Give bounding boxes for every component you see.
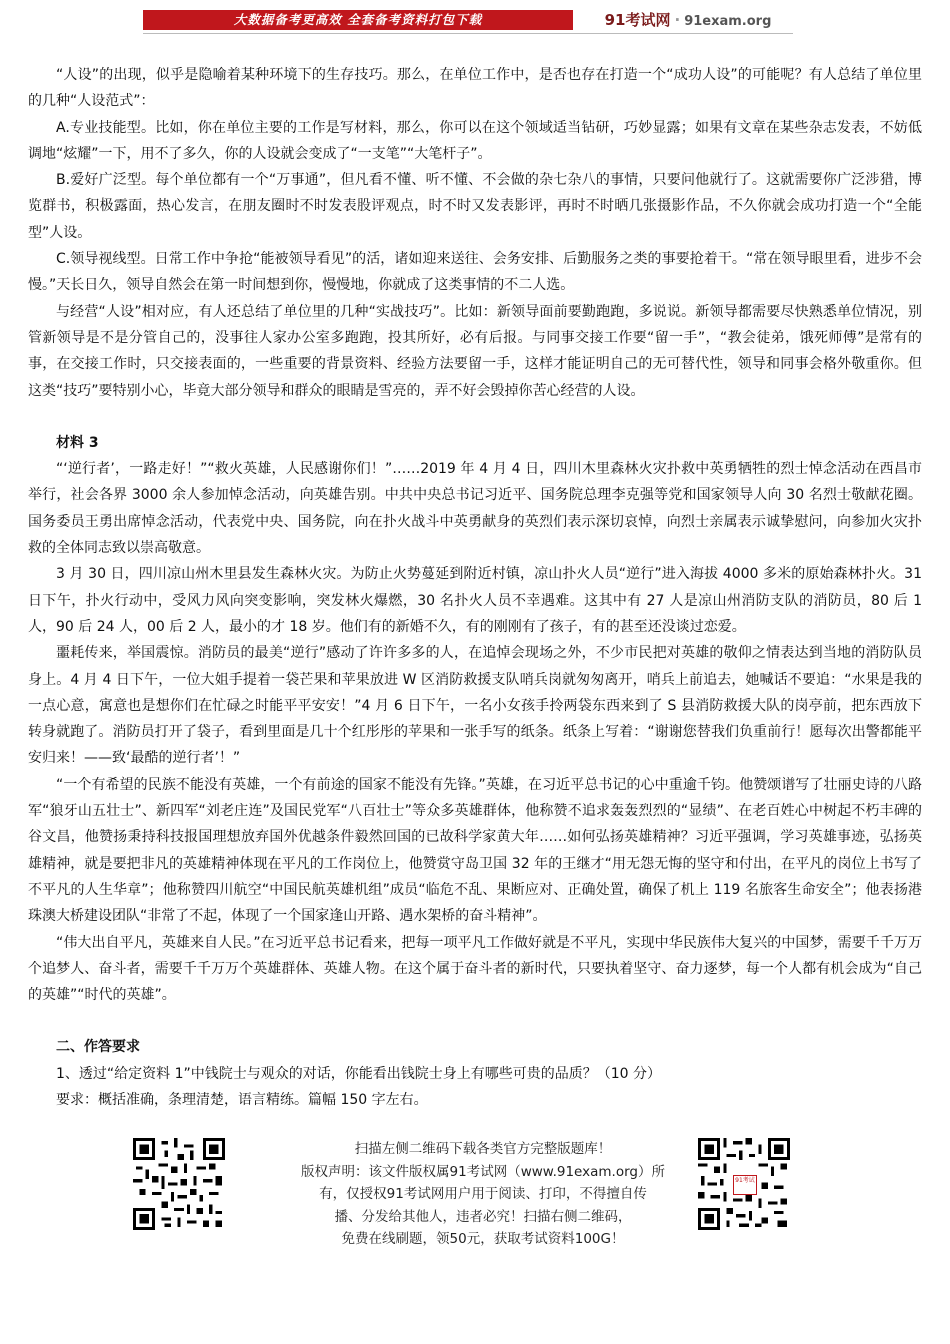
question-1: 1、透过“给定资料 1”中钱院士与观众的对话，你能看出钱院士身上有哪些可贵的品质？（10 分）: [56, 1065, 662, 1082]
footer-line-2: 版权声明：该文件版权属91考试网（www.91exam.org）所: [301, 1163, 665, 1180]
material-3-paragraph-1: “‘逆行者’，一路走好！”“救火英雄，人民感谢你们！”……2019 年 4 月 4 日，四川木里森林火灾扑救中英勇牺牲的烈士悼念活动在西昌市举行，社会各界 3000 余人参加悼念活动，向英雄告别。中共中央总书记习近平、国务院总理李克强等党和国家领导人向 30 名烈士敬献花圈。国务委员王勇出席悼念活动，代表党中央、国务院，向在扑火战斗中英勇献身的英烈们表示深切哀悼，向烈士亲属表示诚挚慰问，向参加火灾扑救的全体同志致以崇高敬意。: [28, 461, 922, 557]
requirements-block: [28, 1061, 922, 1114]
intro-paragraph-5: 与经营“人设”相对应，有人还总结了单位里的几种“实战技巧”。比如：新领导面前要勤跑跑，多说说。新领导都需要尽快熟悉单位情况，别管新领导是不是分管自己的，没事往人家办公室多跑跑，投其所好，必有后报。与同事交接工作要“留一手”，“教会徒弟，饿死师傅”是常有的事，在交接工作时，只交接表面的，一些重要的背景资料、经验方法要留一手，这样才能证明自己的无可替代性，领导和同事会格外敬重你。但这类“技巧”要特别小心，毕竟大部分领导和群众的眼睛是雪亮的，弄不好会毁掉你苦心经营的人设。: [28, 303, 922, 399]
brand-name: 91考试网: [604, 11, 671, 29]
footer-line-4: 播、分发给其他人，违者必究！扫描右侧二维码，: [334, 1208, 632, 1225]
document-body: [28, 62, 922, 1113]
page-footer: [133, 1138, 813, 1250]
footer-line-1: 扫描左侧二维码下载各类官方完整版题库！: [354, 1141, 612, 1157]
material-3-paragraph-5: “伟大出自平凡，英雄来自人民。”在习近平总书记看来，把每一项平凡工作做好就是不平凡，实现中华民族伟大复兴的中国梦，需要千千万万个追梦人、奋斗者，需要千千万万个英雄群体、英雄人物。在这个属于奋斗者的新时代，只要执着坚守、奋力逐梦，每一个人都有机会成为“自己的英雄”“时代的英雄”。: [28, 934, 922, 1004]
intro-paragraph-4: C.领导视线型。日常工作中争抢“能被领导看见”的活，诸如迎来送往、会务安排、后勤服务之类的事要抢着干。“常在领导眼里看，进步不会慢。”天长日久，领导自然会在第一时间想到你，慢慢地，你就成了这类事情的不二人选。: [28, 251, 922, 294]
question-1-note: 要求：概括准确，条理清楚，语言精练。篇幅 150 字左右。: [56, 1091, 428, 1108]
footer-line-5: 免费在线刷题，领50元，获取考试资料100G！: [341, 1231, 625, 1247]
brand-separator: ·: [674, 11, 681, 29]
material-3-heading: 材料 3: [56, 434, 99, 451]
material-3-paragraph-3: 噩耗传来，举国震惊。消防员的最美“逆行”感动了许许多多的人，在追悼会现场之外，不少市民把对英雄的敬仰之情表达到当地的消防队员身上。4 月 4 日下午，一位大姐手提着一袋芒果和苹果放进 W 区消防救援支队哨兵岗就匆匆离开，哨兵上前追去，她喊话不要追：“水果是我的一点心意，寓意也是想你们在忙碌之时能平平安安！”4 月 6 日下午，一名小女孩手拎两袋东西来到了 S 县消防救援大队的岗亭前，把东西放下转身就跑了。消防员打开了袋子，看到里面是几十个红彤彤的苹果和一张手写的纸条。纸条上写着：“谢谢您替我们负重前行！愿每次出警都能平安归来！——致‘最酷的逆行者’！”: [28, 645, 922, 767]
material-3-paragraph-4: “一个有希望的民族不能没有英雄，一个有前途的国家不能没有先锋。”英雄，在习近平总书记的心中重逾千钧。他赞颂谱写了壮丽史诗的八路军“狼牙山五壮士”、新四军“刘老庄连”及国民党军“八百壮士”等众多英雄群体，他称赞不追求轰轰烈烈的“显绩”、在老百姓心中树起不朽丰碑的谷文昌，他赞扬秉持科技报国理想放弃国外优越条件毅然回国的已故科学家黄大年……如何弘扬英雄精神？习近平强调，学习英雄事迹，弘扬英雄精神，就是要把非凡的英雄精神体现在平凡的工作岗位上，他赞赏守岛卫国 32 年的王继才“用无怨无悔的坚守和付出，在平凡的岗位上书写了不平凡的人生华章”；他称赞四川航空“中国民航英雄机组”成员“临危不乱、果断应对、正确处置，确保了机上 119 名旅客生命安全”；他表扬港珠澳大桥建设团队“非常了不起，体现了一个国家逢山开路、遇水架桥的奋斗精神”。: [28, 776, 922, 925]
page-header: [143, 8, 793, 36]
qr-center-logo: 91考试: [733, 1175, 757, 1195]
intro-paragraph-3: B.爱好广泛型。每个单位都有一个“万事通”，但凡看不懂、听不懂、不会做的杂七杂八的事情，只要问他就行了。这就需要你广泛涉猎，博览群书，积极露面，热心发言，在朋友圈时不时发表股评观点，时不时又发表影评，再时不时晒几张摄影作品，不久你就会成功打造一个“全能型”人设。: [28, 172, 922, 241]
brand-url: 91exam.org: [684, 14, 772, 29]
requirements-heading: 二、作答要求: [56, 1039, 140, 1056]
header-banner: 大数据备考更高效 全套备考资料打包下载: [143, 10, 573, 30]
intro-paragraph-2: A.专业技能型。比如，你在单位主要的工作是写材料，那么，你可以在这个领域适当钻研，巧妙显露；如果有文章在某些杂志发表，不妨低调地“炫耀”一下，用不了多久，你的人设就会变成了“一支笔”“大笔杆子”。: [28, 119, 922, 162]
material-3-paragraph-2: 3 月 30 日，四川凉山州木里县发生森林火灾。为防止火势蔓延到附近村镇，凉山扑火人员“逆行”进入海拔 4000 多米的原始森林扑火。31 日下午，扑火行动中，受风力风向突变影响，突发林火爆燃，30 名扑火人员不幸遇难。这其中有 27 人是凉山州消防支队的消防员，80 后 1 人，90 后 24 人，00 后 2 人，最小的才 18 岁。他们有的新婚不久，有的刚刚有了孩子，有的甚至还没谈过恋爱。: [28, 566, 922, 635]
footer-line-3: 有，仅授权91考试网用户用于阅读、打印，不得擅自传: [319, 1186, 647, 1202]
intro-paragraph-1: “人设”的出现，似乎是隐喻着某种环境下的生存技巧。那么，在单位工作中，是否也存在打造一个“成功人设”的可能呢？有人总结了单位里的几种“人设范式”：: [28, 67, 922, 110]
qr-code-right-icon[interactable]: [698, 1138, 790, 1230]
brand-logo[interactable]: [583, 8, 793, 32]
header-divider: [143, 33, 793, 34]
copyright-notice: [273, 1138, 693, 1251]
qr-code-left-icon[interactable]: [133, 1138, 225, 1230]
